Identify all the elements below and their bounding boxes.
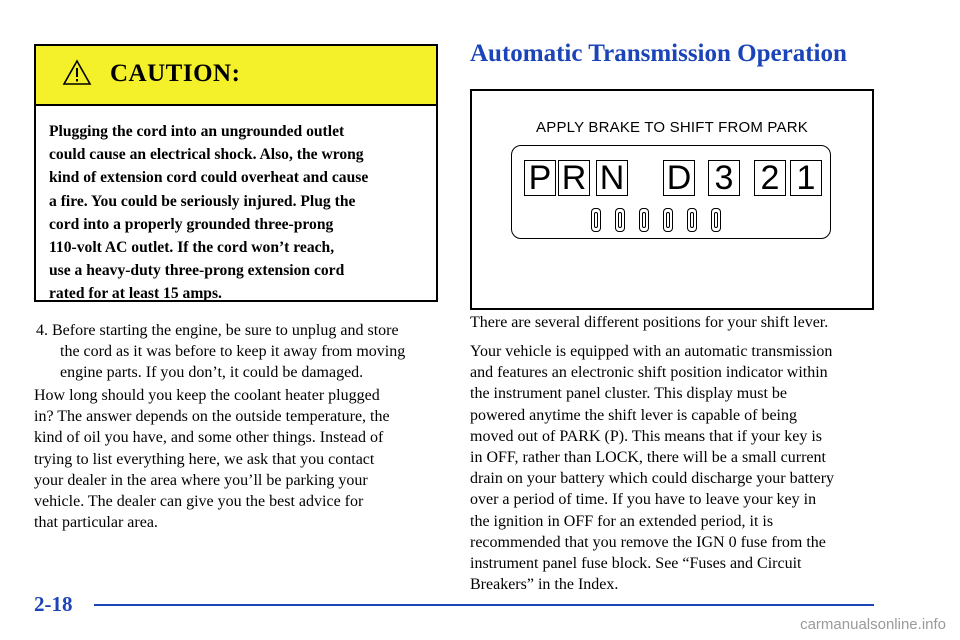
paragraph-line: How long should you keep the coolant heater plugged bbox=[34, 387, 380, 404]
paragraph-line: recommended that you remove the IGN 0 fuse from the bbox=[470, 533, 826, 551]
paragraph-line: powered anytime the shift lever is capable of being bbox=[470, 406, 797, 424]
caution-line: kind of extension cord could overheat and cause bbox=[49, 169, 369, 187]
caution-line: use a heavy-duty three-prong extension cord bbox=[49, 262, 345, 280]
paragraph-line: over a period of time. If you have to leave your key in bbox=[470, 491, 817, 509]
paragraph-line: in OFF, rather than LOCK, there will be a small current bbox=[470, 449, 826, 467]
apply-brake-label: APPLY BRAKE TO SHIFT FROM PARK bbox=[536, 119, 808, 136]
paragraph-line: trying to list everything here, we ask that you contact bbox=[34, 450, 375, 468]
caution-text bbox=[49, 120, 416, 306]
step-line: the cord as it was before to keep it away from moving bbox=[60, 343, 406, 361]
paragraph-line: Breakers” in the Index. bbox=[470, 576, 619, 594]
gear-1: 1 bbox=[790, 160, 822, 196]
caution-line: could cause an electrical shock. Also, the wrong bbox=[49, 146, 364, 164]
paragraph-line: and features an electronic shift position indicator within bbox=[470, 364, 828, 382]
gear-r: R bbox=[558, 160, 590, 196]
watermark: carmanualsonline.info bbox=[800, 616, 946, 633]
paragraph-line: vehicle. The dealer can give you the best advice for bbox=[34, 493, 364, 511]
heater-paragraph bbox=[34, 385, 444, 533]
indicator-lamp-icon bbox=[711, 208, 721, 232]
positions-paragraph: There are several different positions for your shift lever. bbox=[470, 314, 829, 331]
caution-header bbox=[36, 46, 436, 106]
paragraph-line: that particular area. bbox=[34, 514, 158, 532]
caution-line: a fire. You could be seriously injured. Plug the bbox=[49, 192, 356, 210]
indicator-lamp-icon bbox=[687, 208, 697, 232]
page-number: 2-18 bbox=[34, 592, 73, 616]
step-line: engine parts. If you don’t, it could be damaged. bbox=[60, 364, 364, 382]
indicator-lamp-icon bbox=[591, 208, 601, 232]
shift-indicator-panel bbox=[511, 145, 831, 239]
shift-indicator-figure bbox=[470, 89, 874, 310]
section-title: Automatic Transmission Operation bbox=[470, 40, 847, 67]
warning-triangle-icon bbox=[62, 59, 92, 86]
paragraph-line: in? The answer depends on the outside temperature, the bbox=[34, 408, 390, 426]
indicator-lamp-icon bbox=[639, 208, 649, 232]
paragraph-line: instrument panel fuse block. See “Fuses and Circuit bbox=[470, 555, 802, 573]
paragraph-line: kind of oil you have, and some other things. Instead of bbox=[34, 429, 384, 447]
paragraph-line: your dealer in the area where you’ll be parking your bbox=[34, 471, 368, 489]
step-line: 4. Before starting the engine, be sure to unplug and store bbox=[36, 322, 399, 339]
paragraph-line: the ignition in OFF for an extended period, it is bbox=[470, 512, 774, 530]
caution-box bbox=[34, 44, 438, 302]
caution-line: rated for at least 15 amps. bbox=[49, 285, 222, 303]
gear-p: P bbox=[524, 160, 556, 196]
caution-line: cord into a properly grounded three-prong bbox=[49, 215, 334, 233]
gear-2: 2 bbox=[754, 160, 786, 196]
gear-n: N bbox=[596, 160, 628, 196]
paragraph-line: the instrument panel cluster. This display must be bbox=[470, 385, 787, 403]
paragraph-line: Your vehicle is equipped with an automatic transmission bbox=[470, 343, 833, 360]
gear-d: D bbox=[663, 160, 695, 196]
gear-3: 3 bbox=[708, 160, 740, 196]
caution-line: Plugging the cord into an ungrounded outlet bbox=[49, 123, 345, 140]
caution-title: CAUTION: bbox=[110, 60, 241, 87]
indicator-lamp-icon bbox=[615, 208, 625, 232]
transmission-paragraph bbox=[470, 341, 890, 595]
paragraph-line: drain on your battery which could discharge your battery bbox=[470, 470, 835, 488]
footer-divider bbox=[94, 604, 874, 606]
step-4 bbox=[36, 320, 446, 384]
indicator-lamp-icon bbox=[663, 208, 673, 232]
paragraph-line: moved out of PARK (P). This means that if your key is bbox=[470, 427, 822, 445]
caution-line: 110-volt AC outlet. If the cord won’t reach, bbox=[49, 239, 335, 257]
